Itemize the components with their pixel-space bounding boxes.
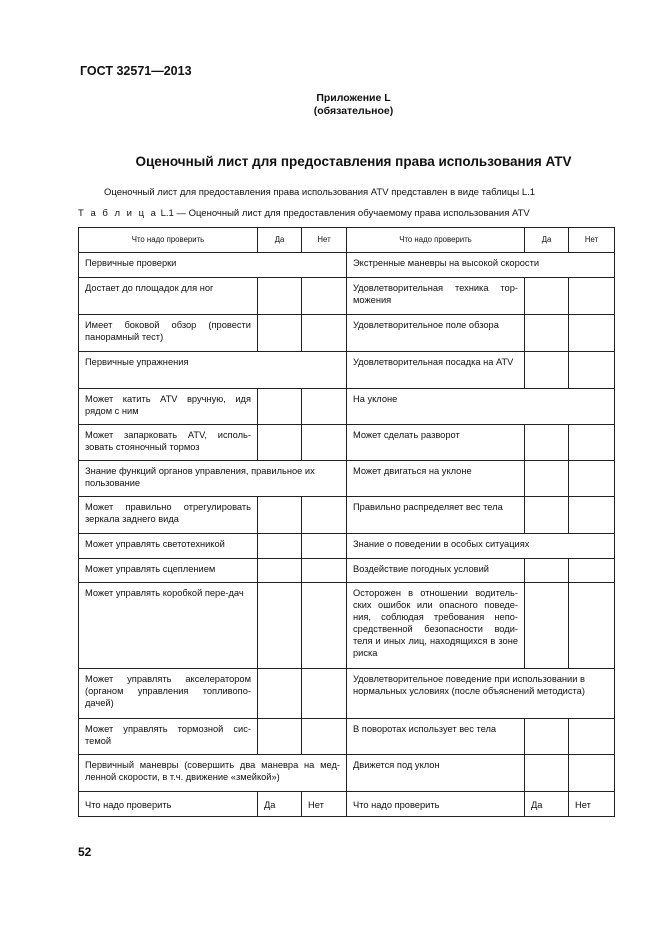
page-number: 52 bbox=[78, 845, 92, 859]
table-row bbox=[79, 669, 615, 719]
check-item-left: Может правильно отрегулировать зеркала заднего вида bbox=[79, 497, 258, 534]
table-row bbox=[79, 461, 615, 497]
yes-cell[interactable] bbox=[525, 461, 569, 497]
check-item-right: Воздействие погодных условий bbox=[347, 559, 525, 583]
check-item-right: Удовлетворительная посадка на ATV bbox=[347, 352, 525, 389]
table-row bbox=[79, 719, 615, 755]
table-row bbox=[79, 352, 615, 389]
table-row bbox=[79, 315, 615, 352]
footer-yes-right: Да bbox=[525, 792, 569, 817]
section-cell: Первичный маневры (совершить два маневра на мед-ленной скорости, в т.ч. движение «змейкой») bbox=[79, 755, 347, 792]
document-title: Оценочный лист для предоставления права использования ATV bbox=[135, 154, 572, 169]
yes-cell[interactable] bbox=[525, 583, 569, 669]
yes-cell[interactable] bbox=[258, 278, 302, 315]
yes-cell[interactable] bbox=[525, 278, 569, 315]
yes-cell[interactable] bbox=[525, 559, 569, 583]
yes-cell[interactable] bbox=[525, 315, 569, 352]
footer-no-left: Нет bbox=[302, 792, 347, 817]
yes-cell[interactable] bbox=[525, 719, 569, 755]
no-cell[interactable] bbox=[569, 352, 615, 389]
no-cell[interactable] bbox=[302, 534, 347, 559]
yes-cell[interactable] bbox=[258, 534, 302, 559]
yes-cell[interactable] bbox=[525, 425, 569, 461]
no-cell[interactable] bbox=[302, 559, 347, 583]
footer-check-left: Что надо проверить bbox=[79, 792, 258, 817]
header-check-left: Что надо проверить bbox=[79, 228, 258, 253]
assessment-table bbox=[78, 227, 615, 817]
no-cell[interactable] bbox=[302, 315, 347, 352]
header-check-right: Что надо проверить bbox=[347, 228, 525, 253]
annex-heading bbox=[0, 92, 661, 118]
no-cell[interactable] bbox=[302, 583, 347, 669]
check-item-right: Движется под уклон bbox=[347, 755, 525, 792]
no-cell[interactable] bbox=[302, 389, 347, 425]
yes-cell[interactable] bbox=[525, 755, 569, 792]
check-item-left: Может управлять сцеплением bbox=[79, 559, 258, 583]
section-cell: Удовлетворительное поведение при использовании в нормальных условиях (после объяснений методиста) bbox=[347, 669, 615, 719]
table-header-row bbox=[79, 228, 615, 253]
check-item-right: Удовлетворительная техника тор-можения bbox=[347, 278, 525, 315]
check-item-right: Может сделать разворот bbox=[347, 425, 525, 461]
section-cell: Первичные упражнения bbox=[79, 352, 347, 389]
no-cell[interactable] bbox=[302, 497, 347, 534]
standard-header: ГОСТ 32571—2013 bbox=[80, 64, 192, 78]
no-cell[interactable] bbox=[569, 425, 615, 461]
check-item-right: Удовлетворительное поле обзора bbox=[347, 315, 525, 352]
table-row bbox=[79, 559, 615, 583]
no-cell[interactable] bbox=[569, 315, 615, 352]
check-item-right: Правильно распределяет вес тела bbox=[347, 497, 525, 534]
check-item-left: Может управлять светотехникой bbox=[79, 534, 258, 559]
yes-cell[interactable] bbox=[525, 497, 569, 534]
table-row bbox=[79, 425, 615, 461]
yes-cell[interactable] bbox=[258, 583, 302, 669]
yes-cell[interactable] bbox=[258, 315, 302, 352]
no-cell[interactable] bbox=[569, 278, 615, 315]
check-item-right: Осторожен в отношении водитель-ских ошибок или опасного поведе-ния, соблюдая требования непо-средственной безопасности води-теля и иных лиц, находящихся в зоне риска bbox=[347, 583, 525, 669]
section-cell: Знание о поведении в особых ситуациях bbox=[347, 534, 615, 559]
section-cell: Знание функций органов управления, правильное их пользование bbox=[79, 461, 347, 497]
table-row bbox=[79, 497, 615, 534]
check-item-left: Достает до площадок для ног bbox=[79, 278, 258, 315]
header-yes-right: Да bbox=[525, 228, 569, 253]
footer-yes-left: Да bbox=[258, 792, 302, 817]
section-cell: На уклоне bbox=[347, 389, 615, 425]
yes-cell[interactable] bbox=[258, 559, 302, 583]
check-item-right: Может двигаться на уклоне bbox=[347, 461, 525, 497]
annex-title: Приложение L bbox=[316, 92, 391, 104]
check-item-left: Может запарковать ATV, исполь-зовать стояночный тормоз bbox=[79, 425, 258, 461]
table-row bbox=[79, 389, 615, 425]
footer-no-right: Нет bbox=[569, 792, 615, 817]
intro-paragraph: Оценочный лист для предоставления права использования ATV представлен в виде таблицы L.1 bbox=[104, 187, 536, 198]
no-cell[interactable] bbox=[569, 755, 615, 792]
header-no-left: Нет bbox=[302, 228, 347, 253]
table-row bbox=[79, 583, 615, 669]
header-no-right: Нет bbox=[569, 228, 615, 253]
yes-cell[interactable] bbox=[258, 669, 302, 719]
section-cell: Экстренные маневры на высокой скорости bbox=[347, 253, 615, 278]
annex-subtitle: (обязательное) bbox=[313, 105, 394, 117]
table-caption bbox=[78, 208, 530, 219]
check-item-left: Имеет боковой обзор (провести панорамный тест) bbox=[79, 315, 258, 352]
yes-cell[interactable] bbox=[258, 497, 302, 534]
no-cell[interactable] bbox=[302, 719, 347, 755]
no-cell[interactable] bbox=[569, 583, 615, 669]
header-yes-left: Да bbox=[258, 228, 302, 253]
yes-cell[interactable] bbox=[258, 389, 302, 425]
table-caption-text: L.1 — Оценочный лист для предоставления обучаемому права использования ATV bbox=[157, 208, 530, 219]
no-cell[interactable] bbox=[569, 461, 615, 497]
check-item-left: Может управлять акселератором (органом управления топливопо-дачей) bbox=[79, 669, 258, 719]
no-cell[interactable] bbox=[302, 425, 347, 461]
footer-check-right: Что надо проверить bbox=[347, 792, 525, 817]
check-item-left: Может катить ATV вручную, идя рядом с ним bbox=[79, 389, 258, 425]
no-cell[interactable] bbox=[569, 559, 615, 583]
no-cell[interactable] bbox=[569, 719, 615, 755]
table-footer-row bbox=[79, 792, 615, 817]
no-cell[interactable] bbox=[569, 497, 615, 534]
section-cell: Первичные проверки bbox=[79, 253, 347, 278]
check-item-right: В поворотах использует вес тела bbox=[347, 719, 525, 755]
no-cell[interactable] bbox=[302, 278, 347, 315]
table-row bbox=[79, 534, 615, 559]
no-cell[interactable] bbox=[302, 669, 347, 719]
check-item-left: Может управлять коробкой пере-дач bbox=[79, 583, 258, 669]
yes-cell[interactable] bbox=[258, 425, 302, 461]
yes-cell[interactable] bbox=[525, 352, 569, 389]
table-row bbox=[79, 253, 615, 278]
table-row bbox=[79, 278, 615, 315]
table-caption-prefix: Т а б л и ц а bbox=[78, 208, 158, 219]
table-row bbox=[79, 755, 615, 792]
check-item-left: Может управлять тормозной сис-темой bbox=[79, 719, 258, 755]
yes-cell[interactable] bbox=[258, 719, 302, 755]
